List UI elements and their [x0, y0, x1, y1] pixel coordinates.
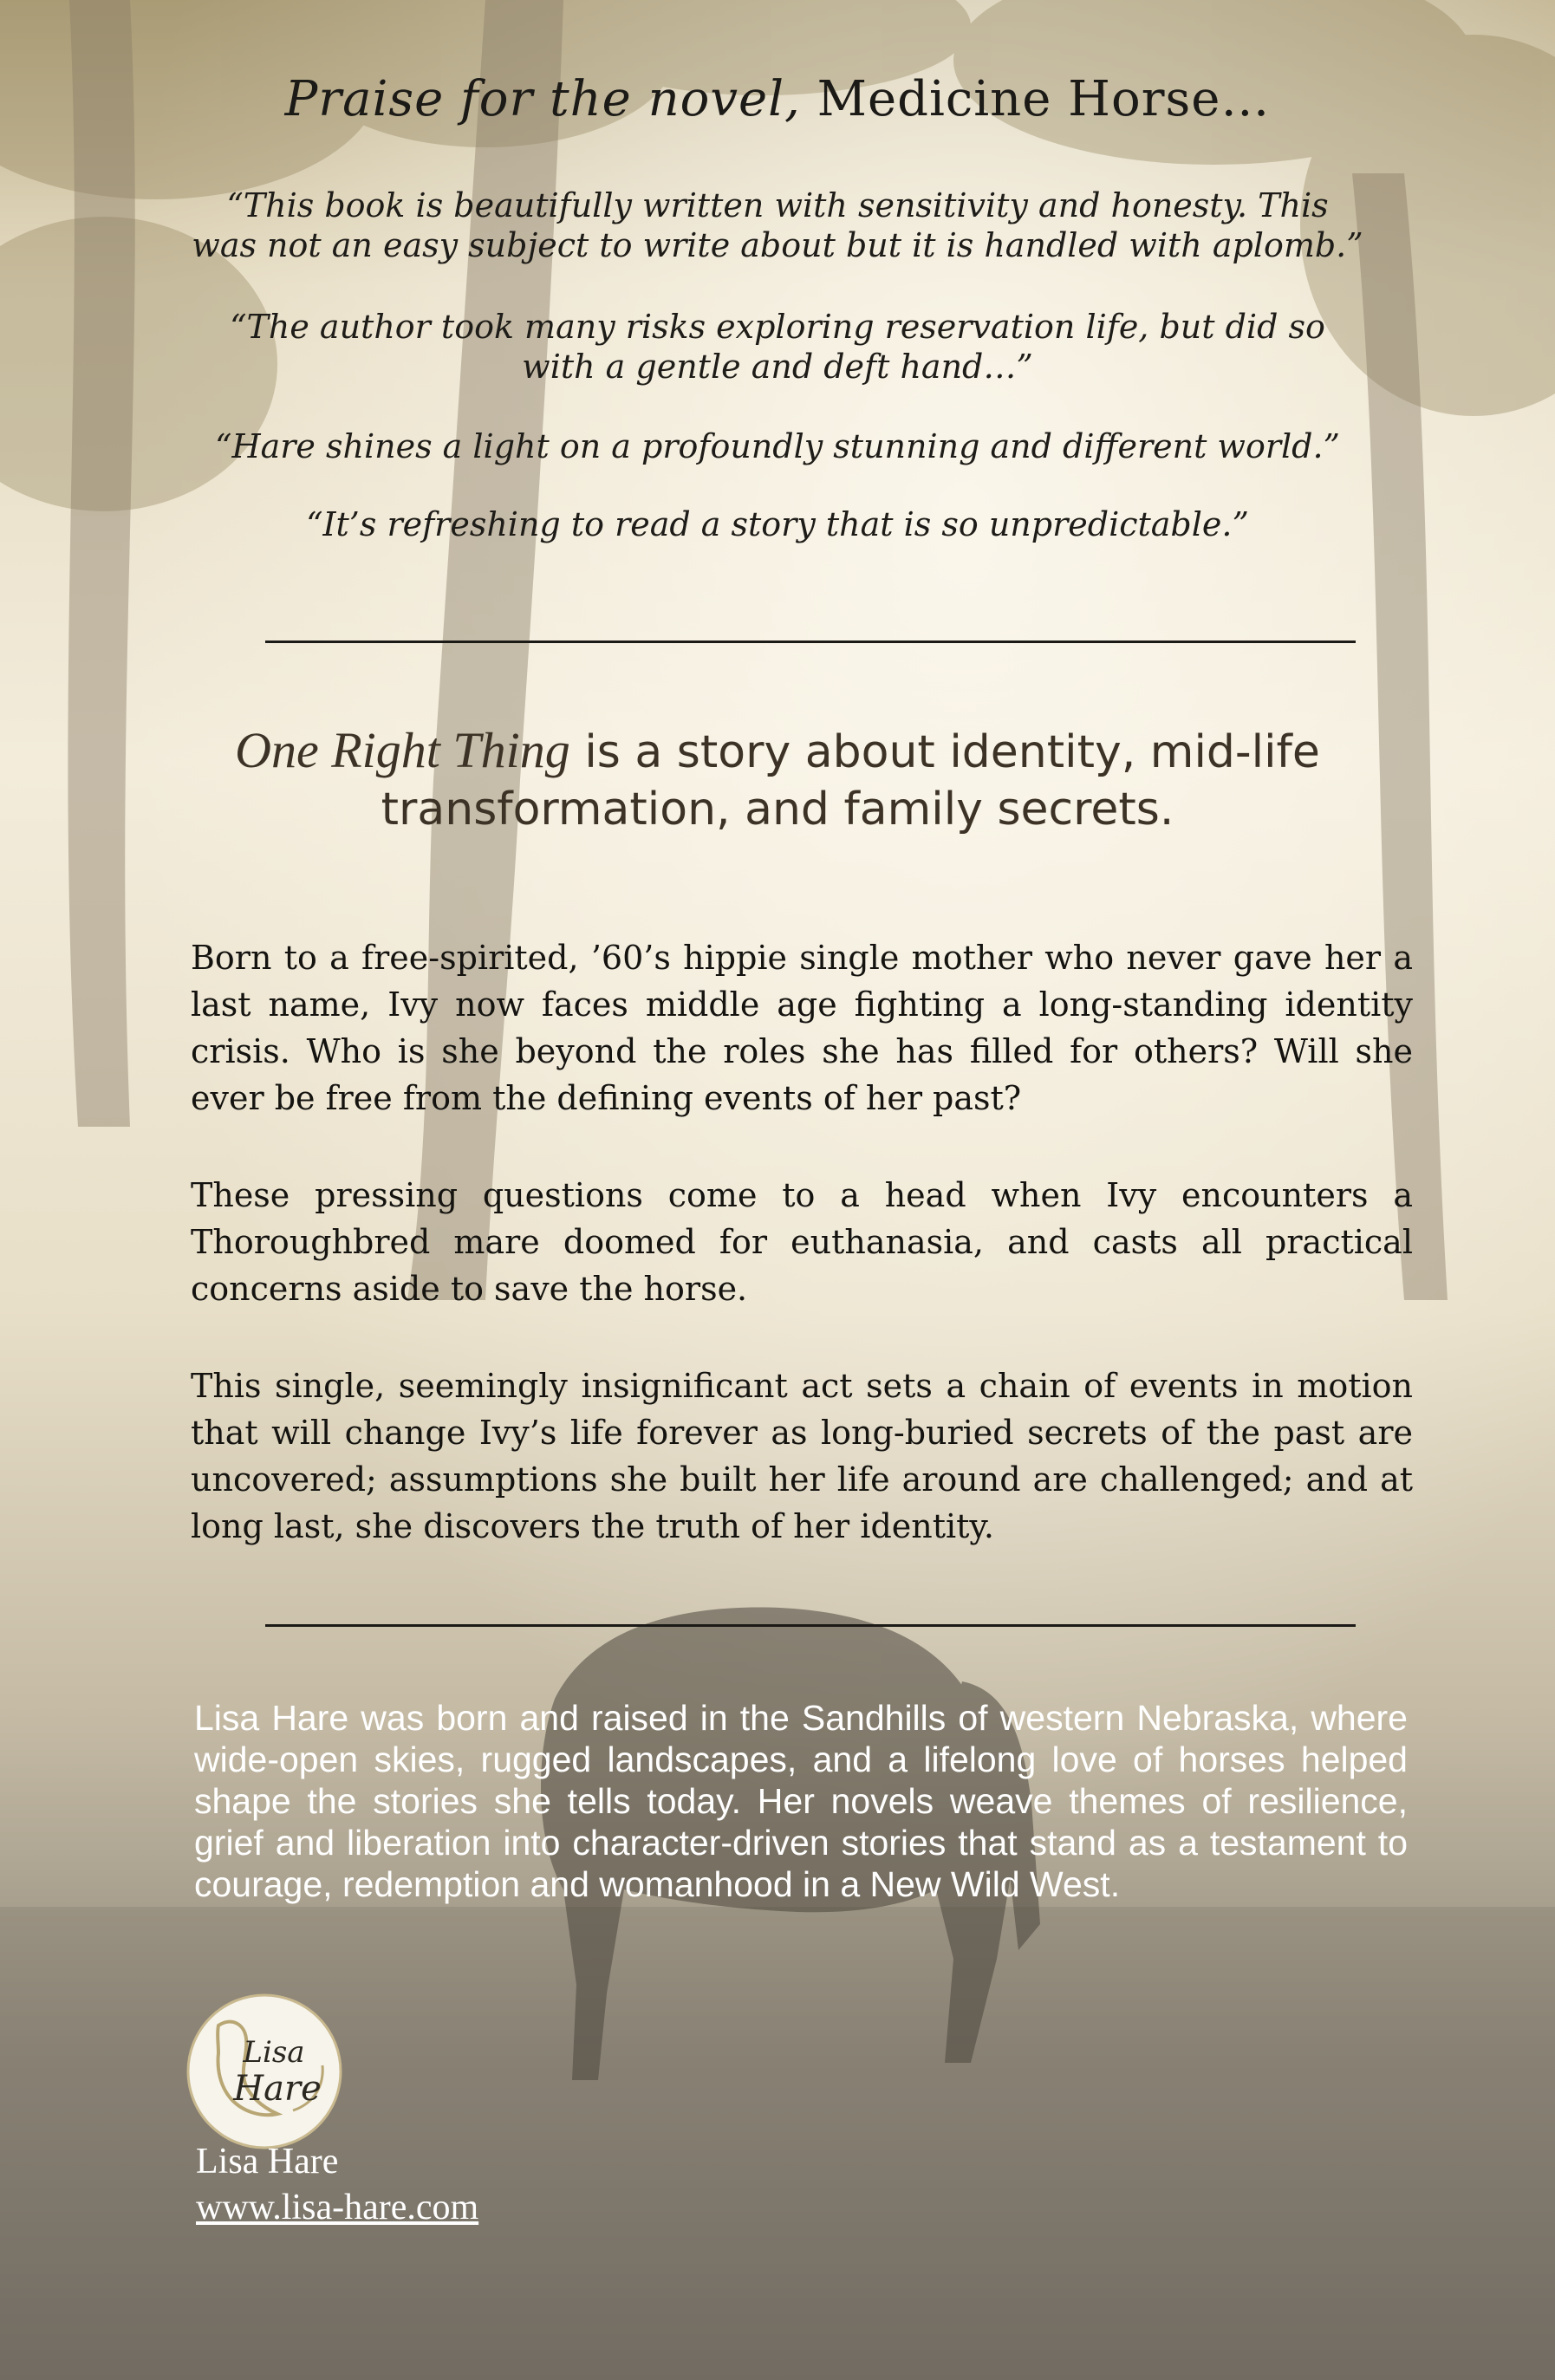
logo-first-name: Lisa: [243, 2035, 305, 2070]
tagline-text: is a story about identity, mid-life transformation, and family secrets.: [381, 726, 1320, 836]
section-divider: [265, 1624, 1356, 1627]
synopsis-paragraph: Born to a free-spirited, ’60’s hippie single mother who never gave her a last name, Ivy now faces middle age fighting a long-standing identity crisis. Who is she beyond the roles she has filled for others? Will she ever be free from the defining events of her past?: [191, 939, 1413, 1117]
author-website-link[interactable]: www.lisa-hare.com: [196, 2188, 479, 2227]
author-name: Lisa Hare: [196, 2142, 339, 2182]
book-tagline: [173, 722, 1382, 838]
praise-quote: “The author took many risks exploring reservation life, but did so with a gentle and deft hand…”: [230, 308, 1325, 386]
synopsis-paragraph: This single, seemingly insignificant act sets a chain of events in motion that will change Ivy’s life forever as long-buried secrets of the past are uncovered; assumptions she built her life around are challenged; and at long last, she discovers the truth of her identity.: [191, 1367, 1413, 1545]
praise-quote: “Hare shines a light on a profoundly stunning and different world.”: [215, 427, 1340, 465]
book-title: One Right Thing: [235, 722, 570, 778]
praise-heading-intro: Praise for the novel,: [284, 71, 801, 127]
logo-last-name: Hare: [233, 2069, 322, 2109]
synopsis-paragraph: These pressing questions come to a head when Ivy encounters a Thoroughbred mare doomed for euthanasia, and casts all practical concerns aside to save the horse.: [191, 1176, 1413, 1308]
praise-quote: “It’s refreshing to read a story that is so unpredictable.”: [306, 505, 1249, 543]
praise-quote: “This book is beautifully written with sensitivity and honesty. This was not an easy subject to write about but it is handled with aplomb.”: [192, 186, 1363, 264]
praise-heading: [0, 71, 1555, 127]
section-divider: [265, 641, 1356, 643]
author-bio: Lisa Hare was born and raised in the Sandhills of western Nebraska, where wide-open skies, rugged landscapes, and a lifelong love of horses helped shape the stories she tells today. Her novels weave themes of resilience, grief and liberation into character-driven stories that stand as a testament to courage, redemption and womanhood in a New Wild West.: [194, 1698, 1408, 1904]
author-logo: [184, 1991, 345, 2152]
praise-heading-title: Medicine Horse…: [800, 71, 1271, 127]
